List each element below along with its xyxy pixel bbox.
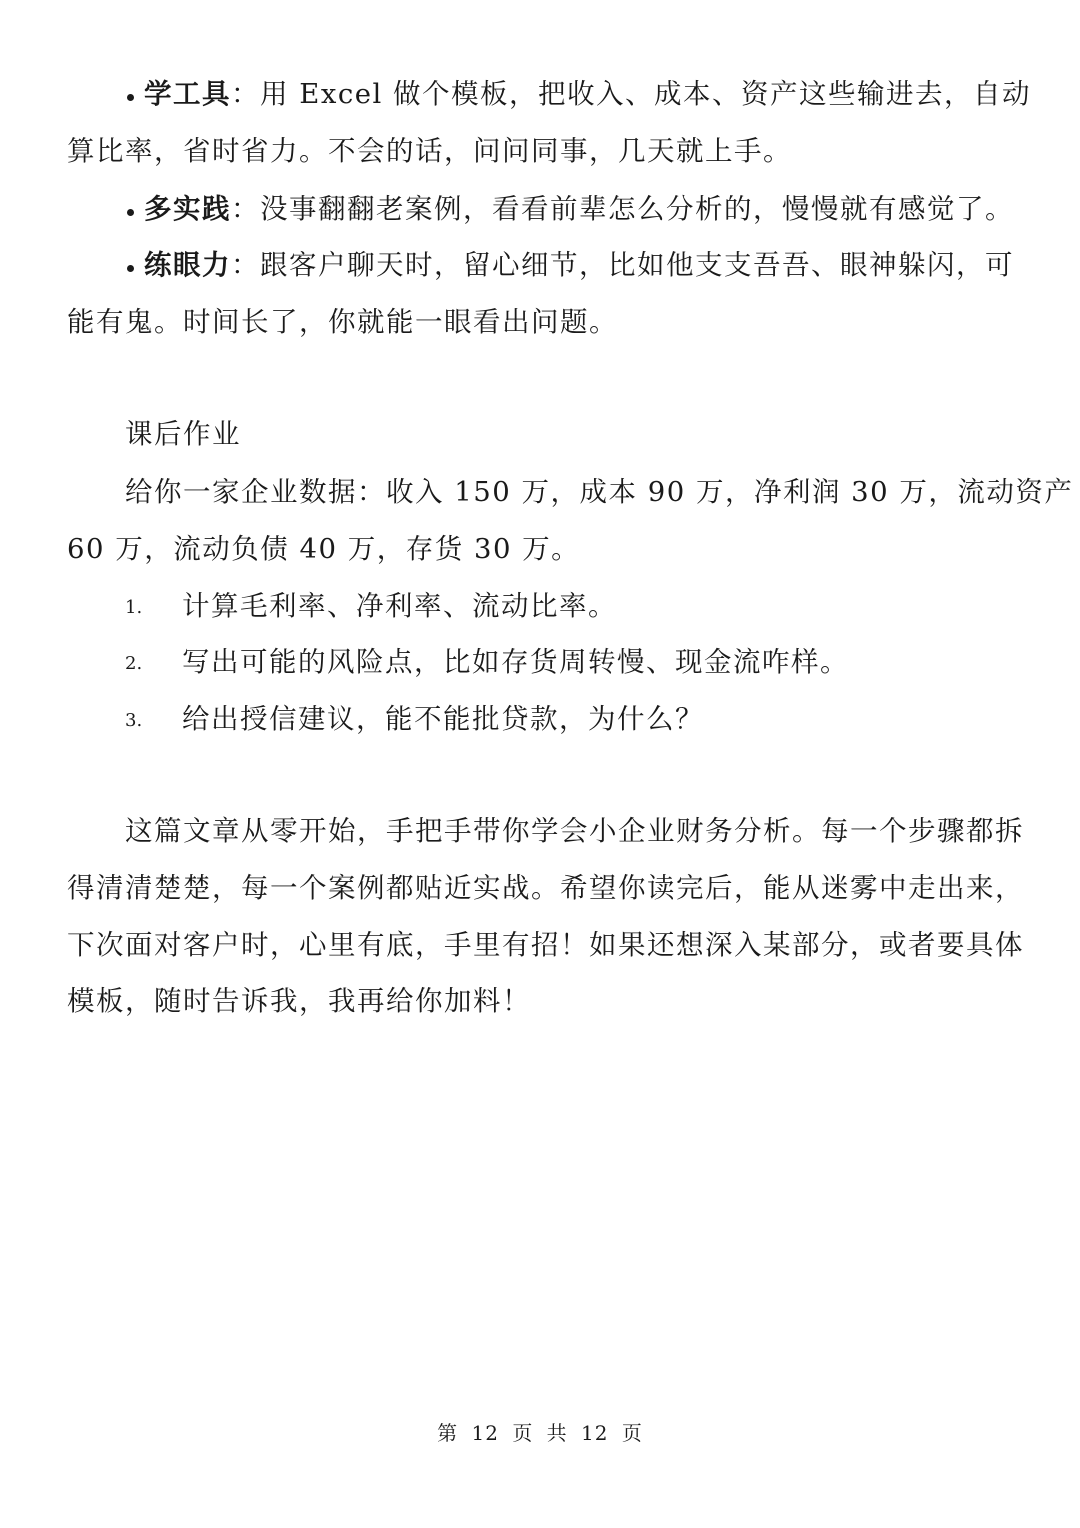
tip-line: 能有鬼。时间长了，你就能一眼看出问题。 <box>67 306 618 338</box>
bullet-icon <box>127 265 134 272</box>
closing-line: 模板，随时告诉我，我再给你加料！ <box>67 985 531 1017</box>
list-number: 2. <box>125 653 143 674</box>
tip-text: ：跟客户聊天时，留心细节，比如他支支吾吾、眼神躲闪，可 <box>231 249 1014 281</box>
tip-line: 算比率，省时省力。不会的话，问问同事，几天就上手。 <box>67 135 792 167</box>
tip-label: 学工具 <box>144 78 231 110</box>
list-item: 给出授信建议，能不能批贷款，为什么？ <box>182 703 704 735</box>
closing-line: 下次面对客户时，心里有底，手里有招！如果还想深入某部分，或者要具体 <box>67 929 1024 961</box>
closing-line: 这篇文章从零开始，手把手带你学会小企业财务分析。每一个步骤都拆 <box>125 815 1024 847</box>
homework-intro-line: 60 万，流动负债 40 万，存货 30 万。 <box>67 533 581 565</box>
page-footer: 第 12 页 共 12 页 <box>437 1421 643 1445</box>
bullet-icon <box>127 94 134 101</box>
tip-label: 练眼力 <box>144 249 231 281</box>
list-number: 3. <box>125 710 143 731</box>
tip-line <box>125 246 1075 284</box>
tip-line <box>125 190 1075 228</box>
closing-line: 得清清楚楚，每一个案例都贴近实战。希望你读完后，能从迷雾中走出来， <box>67 872 1024 904</box>
tip-line <box>125 75 1075 113</box>
list-item: 写出可能的风险点，比如存货周转慢、现金流咋样。 <box>182 646 849 678</box>
bullet-icon <box>127 209 134 216</box>
tip-text: ：用 Excel 做个模板，把收入、成本、资产这些输进去，自动 <box>231 78 1032 110</box>
tip-label: 多实践 <box>144 193 231 225</box>
homework-title: 课后作业 <box>125 418 241 450</box>
list-number: 1. <box>125 597 143 618</box>
list-item: 计算毛利率、净利率、流动比率。 <box>182 590 617 622</box>
tip-text: ：没事翻翻老案例，看看前辈怎么分析的，慢慢就有感觉了。 <box>231 193 1014 225</box>
homework-intro-line: 给你一家企业数据：收入 150 万，成本 90 万，净利润 30 万，流动资产 <box>125 476 1074 508</box>
